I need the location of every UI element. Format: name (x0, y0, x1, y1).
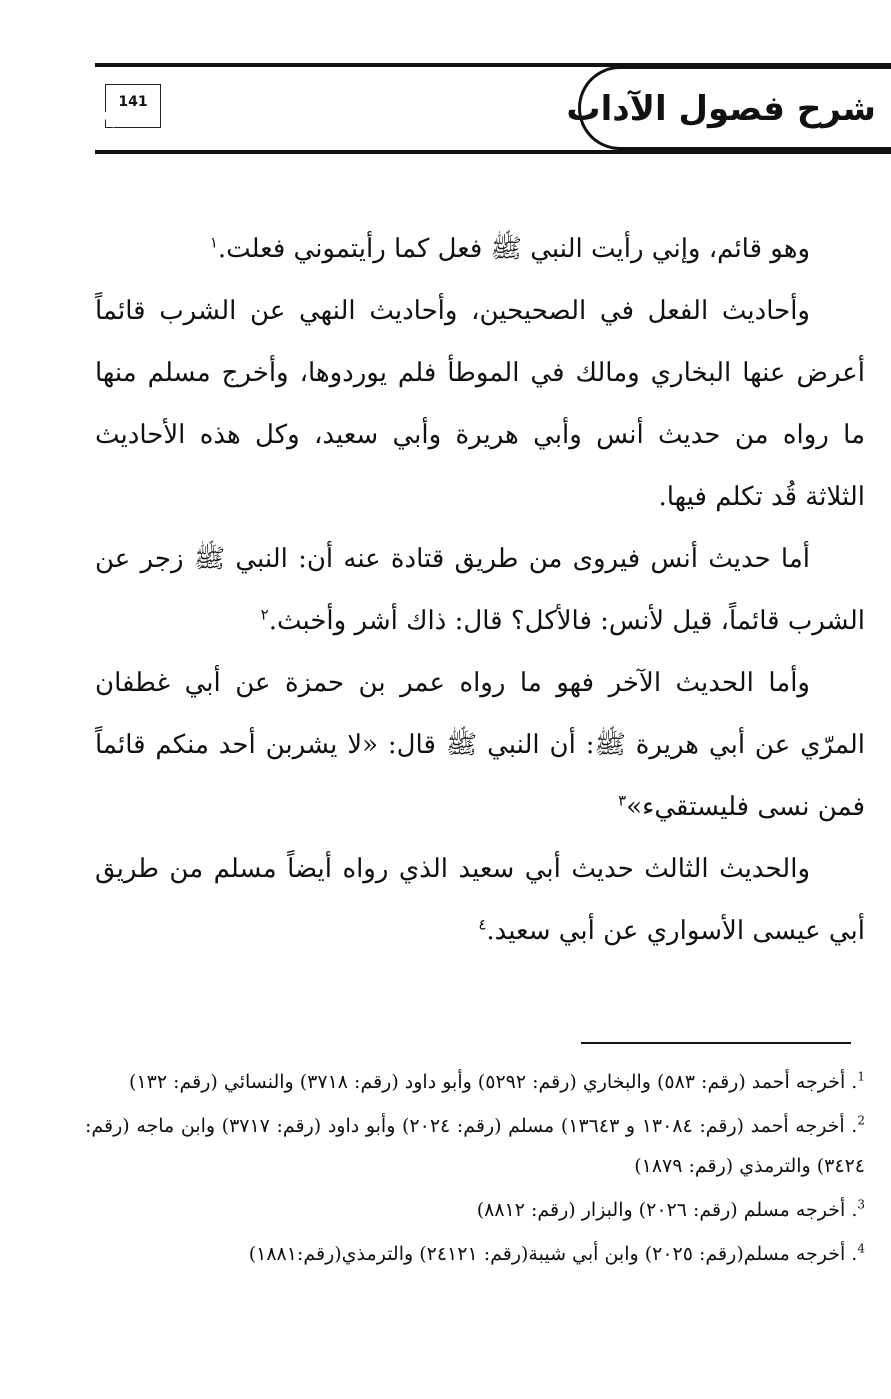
footnote-number: 2 (857, 1113, 865, 1128)
footnote-separator (581, 1042, 851, 1044)
footnote (85, 1062, 865, 1102)
footnote (85, 1106, 865, 1186)
paragraph-text: وهو قائم، وإني رأيت النبي ﷺ فعل كما رأيتموني فعلت. (217, 234, 810, 264)
footnotes (85, 1062, 865, 1278)
body-text (95, 218, 865, 962)
footnote-text: . أخرجه مسلم(رقم: ٢٠٢٥) وابن أبي شيبة(رقم: ٢٤١٢١) والترمذي(رقم:١٨٨١) (248, 1243, 858, 1265)
paragraph (95, 528, 865, 652)
paragraph (95, 280, 865, 528)
footnote (85, 1234, 865, 1274)
header-rule-bottom (95, 150, 891, 154)
title-frame (566, 66, 891, 150)
book-title: شرح فصول الآداب (566, 89, 876, 129)
paragraph-text: وأحاديث الفعل في الصحيحين، وأحاديث النهي عن الشرب قائماً أعرض عنها البخاري ومالك في الموطأ فلم يوردوها، وأخرج مسلم منها ما رواه من حديث أنس وأبي هريرة وأبي سعيد، وكل هذه الأحاديث الثلاثة قُد تكلم فيها. (95, 296, 865, 512)
paragraph (95, 838, 865, 962)
footnote (85, 1190, 865, 1230)
footnote-ref: ٣ (618, 791, 627, 810)
footnote-ref: ١ (209, 233, 218, 252)
footnote-number: 1 (857, 1069, 865, 1084)
footnote-ref: ٢ (260, 605, 269, 624)
paragraph-text: والحديث الثالث حديث أبي سعيد الذي رواه أيضاً مسلم من طريق أبي عيسى الأسواري عن أبي سعيد. (95, 854, 865, 946)
paragraph (95, 652, 865, 838)
page-corner-fold-icon (98, 112, 114, 128)
paragraph-text: وأما الحديث الآخر فهو ما رواه عمر بن حمزة عن أبي غطفان المرّي عن أبي هريرة ﷺ: أن النبي ﷺ قال: «لا يشربن أحد منكم قائماً فمن نسى فليستقيء» (95, 668, 865, 822)
paragraph (95, 218, 865, 280)
footnote-text: . أخرجه أحمد (رقم: ٥٨٣) والبخاري (رقم: ٥٢٩٢) وأبو داود (رقم: ٣٧١٨) والنسائي (رقم: ١٣٢) (129, 1071, 858, 1093)
footnote-text: . أخرجه مسلم (رقم: ٢٠٢٦) والبزار (رقم: ٨٨١٢) (476, 1199, 858, 1221)
paragraph-text: أما حديث أنس فيروى من طريق قتادة عنه أن: النبي ﷺ زجر عن الشرب قائماً، قيل لأنس: فالأكل؟ قال: ذاك أشر وأخبث. (95, 544, 865, 636)
page-number: 141 (118, 94, 148, 110)
footnote-number: 3 (857, 1197, 865, 1212)
footnote-text: . أخرجه أحمد (رقم: ١٣٠٨٤ و ١٣٦٤٣) مسلم (رقم: ٢٠٢٤) وأبو داود (رقم: ٣٧١٧) وابن ماجه (رقم: ٣٤٢٤) والترمذي (رقم: ١٨٧٩) (85, 1115, 865, 1177)
footnote-number: 4 (857, 1241, 865, 1256)
footnote-ref: ٤ (478, 915, 487, 934)
